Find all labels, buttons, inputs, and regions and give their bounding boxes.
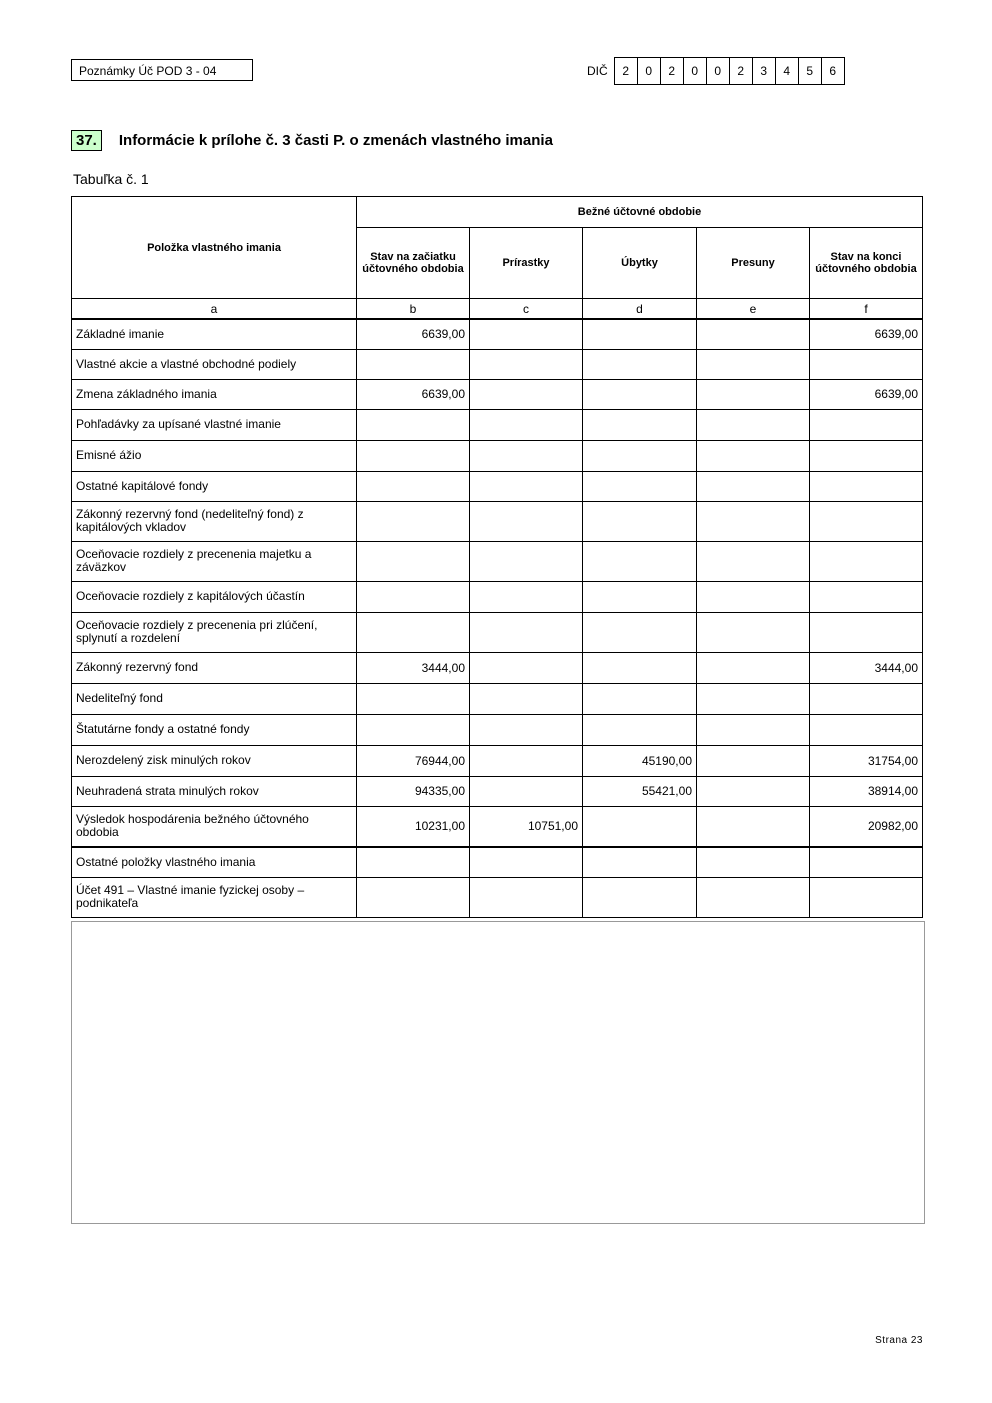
value-cell[interactable] <box>357 714 470 745</box>
value-cell[interactable] <box>697 745 810 776</box>
row-label: Ostatné položky vlastného imania <box>72 847 357 877</box>
value-cell[interactable]: 45190,00 <box>583 745 697 776</box>
row-label: Pohľadávky za upísané vlastné imanie <box>72 409 357 440</box>
value-cell[interactable] <box>470 714 583 745</box>
row-label: Základné imanie <box>72 319 357 349</box>
value-cell[interactable] <box>357 683 470 714</box>
value-cell[interactable] <box>583 581 697 612</box>
value-cell[interactable] <box>583 379 697 409</box>
value-cell[interactable] <box>470 471 583 501</box>
table-row <box>72 847 923 877</box>
table-row <box>72 612 923 652</box>
value-cell[interactable] <box>697 379 810 409</box>
value-cell[interactable]: 6639,00 <box>357 379 470 409</box>
value-cell[interactable] <box>583 501 697 541</box>
dic-digit: 2 <box>729 58 752 84</box>
value-cell[interactable] <box>583 683 697 714</box>
col-letter: d <box>583 299 697 320</box>
value-cell[interactable] <box>583 652 697 683</box>
table-row <box>72 581 923 612</box>
value-cell[interactable] <box>357 612 470 652</box>
value-cell[interactable]: 55421,00 <box>583 776 697 806</box>
col-letter: e <box>697 299 810 320</box>
value-cell[interactable] <box>810 409 923 440</box>
value-cell[interactable] <box>583 806 697 847</box>
value-cell[interactable]: 10231,00 <box>357 806 470 847</box>
value-cell[interactable]: 6639,00 <box>810 379 923 409</box>
value-cell[interactable]: 76944,00 <box>357 745 470 776</box>
value-cell[interactable] <box>470 612 583 652</box>
table-row <box>72 652 923 683</box>
table-row <box>72 806 923 847</box>
value-cell[interactable] <box>470 409 583 440</box>
dic-digit: 4 <box>775 58 798 84</box>
value-cell[interactable]: 38914,00 <box>810 776 923 806</box>
page-number: Strana 23 <box>875 1335 923 1346</box>
col-header-item: Položka vlastného imania <box>72 197 357 299</box>
row-label: Emisné ážio <box>72 440 357 471</box>
col-header: Presuny <box>697 228 810 299</box>
table-row <box>72 319 923 349</box>
row-label: Zákonný rezervný fond (nedeliteľný fond) z kapitálových vkladov <box>72 501 357 541</box>
col-letter: f <box>810 299 923 320</box>
value-cell[interactable] <box>810 349 923 379</box>
table-row <box>72 349 923 379</box>
dic-digit: 0 <box>706 58 729 84</box>
form-id: Poznámky Úč POD 3 - 04 <box>71 59 253 81</box>
value-cell[interactable] <box>810 847 923 877</box>
value-cell[interactable] <box>357 581 470 612</box>
value-cell[interactable] <box>583 349 697 379</box>
col-letter: a <box>72 299 357 320</box>
value-cell[interactable] <box>470 776 583 806</box>
value-cell[interactable] <box>810 612 923 652</box>
dic-digit: 0 <box>637 58 660 84</box>
value-cell[interactable] <box>470 319 583 349</box>
value-cell[interactable] <box>697 877 810 917</box>
value-cell[interactable] <box>697 776 810 806</box>
value-cell[interactable] <box>357 440 470 471</box>
value-cell[interactable] <box>357 349 470 379</box>
col-letter: b <box>357 299 470 320</box>
table-row <box>72 379 923 409</box>
table-row <box>72 471 923 501</box>
value-cell[interactable] <box>583 541 697 581</box>
row-label: Nerozdelený zisk minulých rokov <box>72 745 357 776</box>
value-cell[interactable] <box>470 683 583 714</box>
value-cell[interactable] <box>697 806 810 847</box>
value-cell[interactable] <box>470 379 583 409</box>
row-label: Oceňovacie rozdiely z kapitálových účastín <box>72 581 357 612</box>
table-row <box>72 409 923 440</box>
value-cell[interactable] <box>583 877 697 917</box>
value-cell[interactable] <box>697 683 810 714</box>
row-label: Oceňovacie rozdiely z precenenia majetku a záväzkov <box>72 541 357 581</box>
value-cell[interactable] <box>810 471 923 501</box>
value-cell[interactable] <box>697 501 810 541</box>
value-cell[interactable] <box>470 745 583 776</box>
value-cell[interactable] <box>697 581 810 612</box>
value-cell[interactable] <box>810 501 923 541</box>
value-cell[interactable] <box>697 541 810 581</box>
dic-digit: 6 <box>821 58 844 84</box>
value-cell[interactable] <box>357 501 470 541</box>
col-header: Stav na začiatku účtovného obdobia <box>357 228 470 299</box>
value-cell[interactable] <box>357 471 470 501</box>
row-label: Výsledok hospodárenia bežného účtovného obdobia <box>72 806 357 847</box>
value-cell[interactable] <box>357 541 470 581</box>
table-row <box>72 877 923 917</box>
value-cell[interactable] <box>470 541 583 581</box>
col-group-header: Bežné účtovné obdobie <box>357 197 923 228</box>
table-row <box>72 541 923 581</box>
table-row <box>72 501 923 541</box>
table-label: Tabuľka č. 1 <box>73 171 149 187</box>
value-cell[interactable] <box>357 877 470 917</box>
table-row <box>72 714 923 745</box>
value-cell[interactable] <box>697 652 810 683</box>
dic-digit: 5 <box>798 58 821 84</box>
notes-box[interactable] <box>71 921 925 1224</box>
row-label: Nedeliteľný fond <box>72 683 357 714</box>
value-cell[interactable] <box>810 683 923 714</box>
value-cell[interactable] <box>810 440 923 471</box>
dic-boxes <box>614 57 845 85</box>
value-cell[interactable]: 20982,00 <box>810 806 923 847</box>
value-cell[interactable] <box>583 409 697 440</box>
value-cell[interactable]: 10751,00 <box>470 806 583 847</box>
value-cell[interactable] <box>697 349 810 379</box>
value-cell[interactable] <box>810 877 923 917</box>
table-row <box>72 776 923 806</box>
section-heading <box>71 130 553 151</box>
dic-digit: 2 <box>660 58 683 84</box>
dic-label: DIČ <box>587 64 608 78</box>
value-cell[interactable]: 3444,00 <box>810 652 923 683</box>
value-cell[interactable] <box>470 581 583 612</box>
row-label: Zákonný rezervný fond <box>72 652 357 683</box>
section-title: Informácie k prílohe č. 3 časti P. o zmenách vlastného imania <box>118 132 553 149</box>
value-cell[interactable]: 6639,00 <box>357 319 470 349</box>
value-cell[interactable]: 6639,00 <box>810 319 923 349</box>
value-cell[interactable] <box>583 714 697 745</box>
value-cell[interactable] <box>470 877 583 917</box>
row-label: Neuhradená strata minulých rokov <box>72 776 357 806</box>
dic-digit: 2 <box>622 64 630 78</box>
value-cell[interactable] <box>583 847 697 877</box>
value-cell[interactable] <box>470 349 583 379</box>
col-letter: c <box>470 299 583 320</box>
row-label: Zmena základného imania <box>72 379 357 409</box>
dic-field <box>587 57 845 85</box>
value-cell[interactable] <box>697 409 810 440</box>
col-header: Stav na konci účtovného obdobia <box>810 228 923 299</box>
row-label: Oceňovacie rozdiely z precenenia pri zlúčení, splynutí a rozdelení <box>72 612 357 652</box>
value-cell[interactable] <box>697 440 810 471</box>
section-number: 37. <box>71 130 102 151</box>
value-cell[interactable] <box>697 714 810 745</box>
value-cell[interactable] <box>583 612 697 652</box>
equity-table <box>71 196 923 918</box>
table-row <box>72 745 923 776</box>
value-cell[interactable] <box>697 612 810 652</box>
value-cell[interactable]: 31754,00 <box>810 745 923 776</box>
table-row <box>72 683 923 714</box>
dic-digit: 3 <box>752 58 775 84</box>
value-cell[interactable] <box>470 440 583 471</box>
value-cell[interactable] <box>810 541 923 581</box>
value-cell[interactable] <box>810 714 923 745</box>
row-label: Štatutárne fondy a ostatné fondy <box>72 714 357 745</box>
value-cell[interactable] <box>697 471 810 501</box>
row-label: Účet 491 – Vlastné imanie fyzickej osoby – podnikateľa <box>72 877 357 917</box>
value-cell[interactable] <box>470 652 583 683</box>
value-cell[interactable]: 3444,00 <box>357 652 470 683</box>
row-label: Ostatné kapitálové fondy <box>72 471 357 501</box>
value-cell[interactable] <box>357 409 470 440</box>
value-cell[interactable] <box>697 319 810 349</box>
value-cell[interactable] <box>357 847 470 877</box>
value-cell[interactable] <box>470 501 583 541</box>
col-header: Prírastky <box>470 228 583 299</box>
col-header: Úbytky <box>583 228 697 299</box>
table-row <box>72 440 923 471</box>
value-cell[interactable] <box>810 581 923 612</box>
row-label: Vlastné akcie a vlastné obchodné podiely <box>72 349 357 379</box>
dic-digit: 0 <box>683 58 706 84</box>
value-cell[interactable] <box>583 471 697 501</box>
value-cell[interactable] <box>583 440 697 471</box>
value-cell[interactable]: 94335,00 <box>357 776 470 806</box>
value-cell[interactable] <box>697 847 810 877</box>
value-cell[interactable] <box>583 319 697 349</box>
value-cell[interactable] <box>470 847 583 877</box>
